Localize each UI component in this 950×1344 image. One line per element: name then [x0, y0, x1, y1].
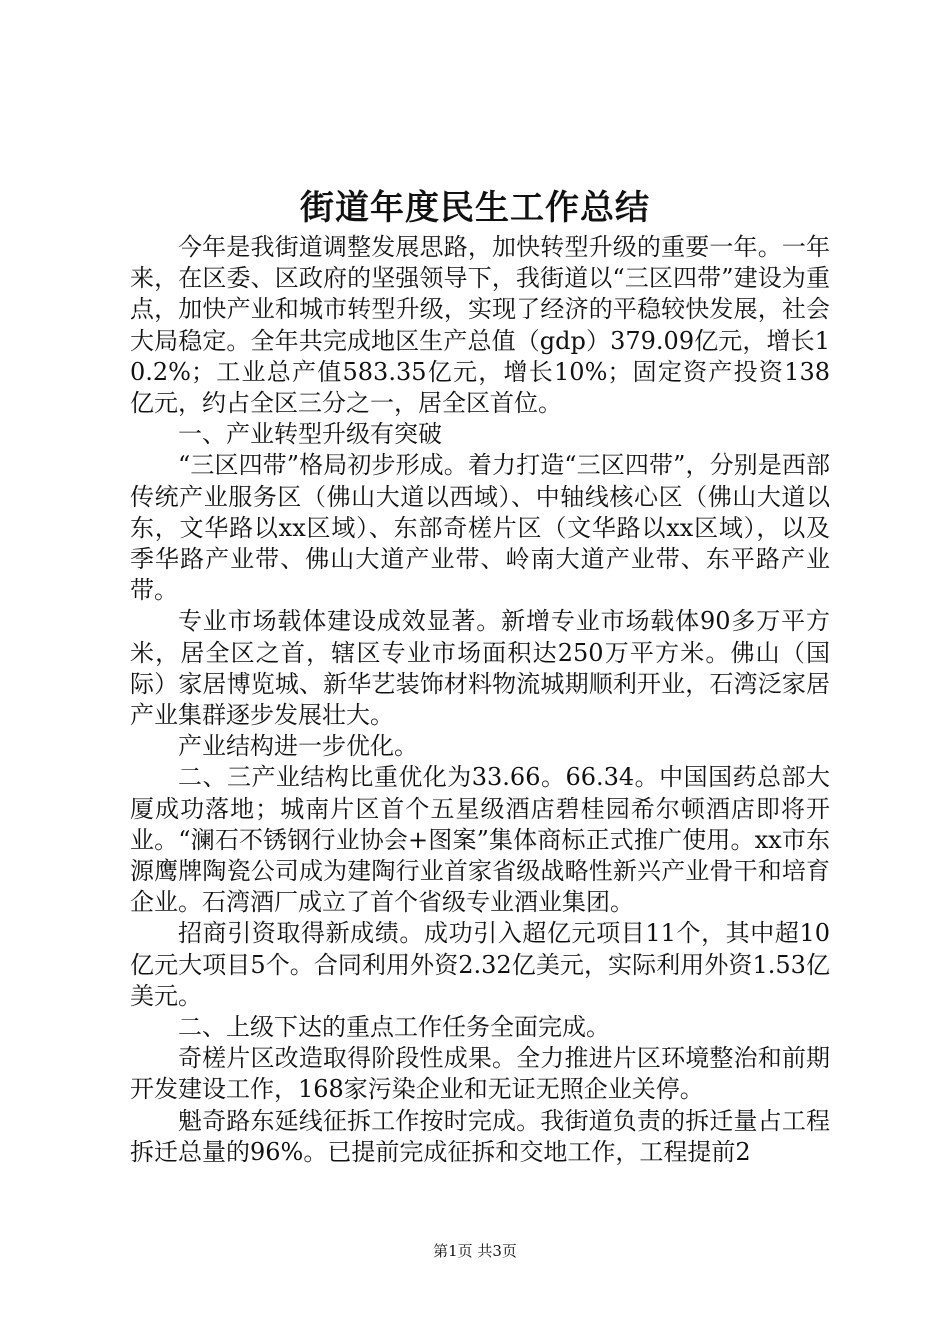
paragraph-qicha: 奇槎片区改造取得阶段性成果。全力推进片区环境整治和前期开发建设工作，168家污染企业和无证无照企业关停。 [130, 1044, 830, 1104]
section-heading-2: 二、上级下达的重点工作任务全面完成。 [178, 1013, 610, 1042]
section-heading-1: 一、产业转型升级有突破 [178, 420, 442, 449]
paragraph-kuiqi-road: 魁奇路东延线征拆工作按时完成。我街道负责的拆迁量占工程拆迁总量的96%。已提前完成征拆和交地工作，工程提前2 [130, 1106, 830, 1166]
paragraph-three-zones: “三区四带”格局初步形成。着力打造“三区四带”，分别是西部传统产业服务区（佛山大道以西域）、中轴线核心区（佛山大道以东，文华路以xx区域）、东部奇槎片区（文华路以xx区域），以及季华路产业带、佛山大道产业带、岭南大道产业带、东平路产业带。 [130, 451, 830, 605]
paragraph-intro: 今年是我街道调整发展思路，加快转型升级的重要一年。一年来，在区委、区政府的坚强领导下，我街道以“三区四带”建设为重点，加快产业和城市转型升级，实现了经济的平稳较快发展，社会大局稳定。全年共完成地区生产总值（gdp）379.09亿元，增长10.2%；工业总产值583.35亿元，增长10%；固定资产投资138亿元，约占全区三分之一，居全区首位。 [130, 233, 830, 418]
document-title: 街道年度民生工作总结 [300, 188, 650, 228]
paragraph-structure: 二、三产业结构比重优化为33.66。66.34。中国国药总部大厦成功落地；城南片区首个五星级酒店碧桂园希尔顿酒店即将开业。“澜石不锈钢行业协会+图案”集体商标正式推广使用。xx市东源鹰牌陶瓷公司成为建陶行业首家省级战略性新兴产业骨干和培育企业。石湾酒厂成立了首个省级专业酒业集团。 [130, 763, 830, 917]
paragraph-investment: 招商引资取得新成绩。成功引入超亿元项目11个，其中超10亿元大项目5个。合同利用外资2.32亿美元，实际利用外资1.53亿美元。 [130, 919, 830, 1010]
document-body [130, 232, 830, 1168]
page-number-footer: 第1页 共3页 [433, 1242, 517, 1260]
paragraph-market-carrier: 专业市场载体建设成效显著。新增专业市场载体90多万平方米，居全区之首，辖区专业市场面积达250万平方米。佛山（国际）家居博览城、新华艺装饰材料物流城期顺利开业，石湾泛家居产业集群逐步发展壮大。 [130, 607, 830, 730]
paragraph-structure-heading: 产业结构进一步优化。 [178, 732, 418, 761]
